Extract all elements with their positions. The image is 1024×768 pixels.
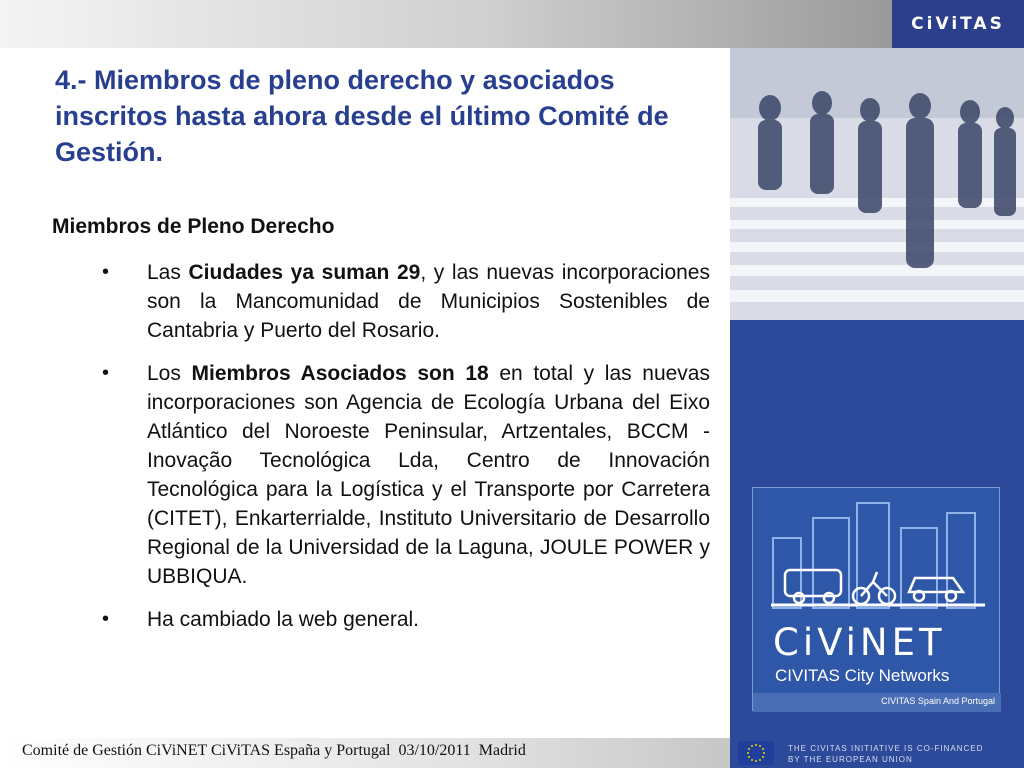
eu-flag-icon — [738, 741, 774, 765]
civinet-region-strip — [753, 693, 1001, 712]
bullet-item-associates: • Los Miembros Asociados son 18 en total y las nuevas incorporaciones son Agencia de Ecología Urbana del Eixo Atlántico del Noroeste Peninsular, Artzentales, BCCM - Inovação Tecnológica Lda, Centro de Innovación Tecnológica para la Logística y el Transporte por Carretera (CITET), Enkarterrialde, Instituto Universitario de Desarrollo Regional de la Universidad de la Laguna, JOULE POWER y UBBIQUA. — [100, 359, 710, 591]
section-subheading: Miembros de Pleno Derecho — [52, 215, 335, 238]
crosswalk-illustration — [730, 48, 1024, 320]
civinet-wordmark: CiViNET — [773, 621, 946, 664]
bullet-dot-icon: • — [102, 362, 110, 384]
footer-caption: Comité de Gestión CiViNET CiViTAS España y Portugal 03/10/2011 Madrid — [22, 742, 526, 759]
bullet-item-cities: • Las Ciudades ya suman 29, y las nuevas incorporaciones son la Mancomunidad de Municipios Sostenibles de Cantabria y Puerto del Rosario. — [100, 258, 710, 345]
slide-title: 4.- Miembros de pleno derecho y asociados inscritos hasta ahora desde el último Comité de Gestión. — [55, 65, 669, 167]
bullet-item-web: • Ha cambiado la web general. — [100, 605, 710, 634]
bullet-list — [100, 258, 710, 648]
bullet-dot-icon: • — [102, 608, 110, 630]
civinet-region-label: CIVITAS Spain And Portugal — [881, 696, 995, 706]
bullet-dot-icon: • — [102, 261, 110, 283]
civitas-logo-text: CiViTAS — [911, 14, 1005, 34]
civitas-logo — [892, 0, 1024, 48]
pedestrian-crossing-photo — [730, 48, 1024, 320]
header-bar — [0, 0, 892, 48]
eu-funding-block — [730, 738, 1024, 768]
city-skyline-icon — [753, 488, 1001, 618]
civinet-logo-card — [752, 487, 1000, 711]
eu-cofinance-text: THE CIVITAS INITIATIVE IS CO-FINANCED BY THE EUROPEAN UNION — [788, 744, 984, 764]
civinet-subtitle: CIVITAS City Networks — [775, 666, 950, 685]
